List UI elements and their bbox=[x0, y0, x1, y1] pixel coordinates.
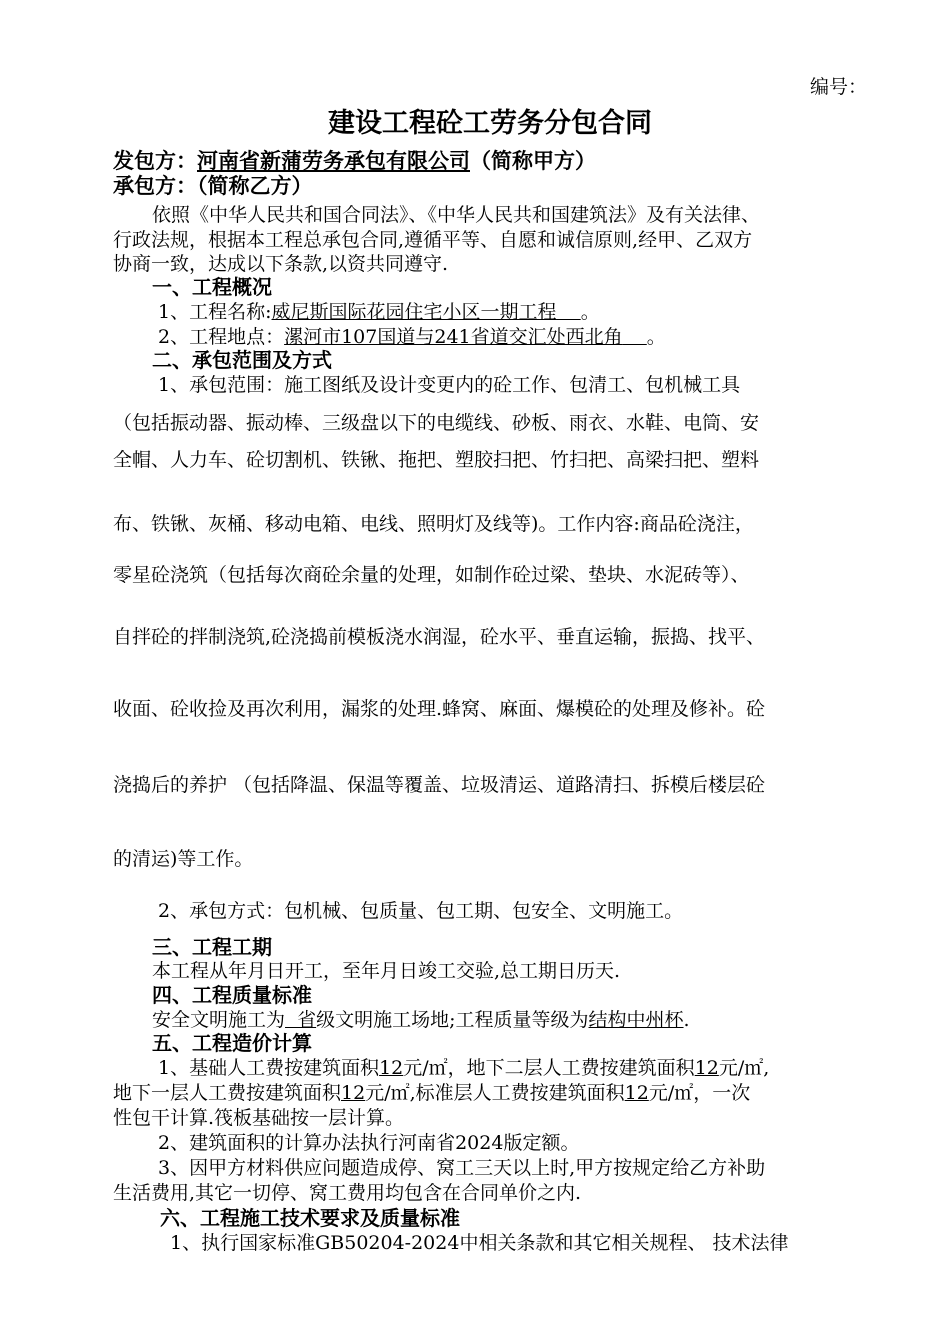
employer-name: 河南省新蒲劳务承包有限公司 bbox=[197, 149, 470, 173]
preamble-line-3: 协商一致，达成以下条款,以资共同遵守. bbox=[113, 253, 449, 275]
document-title: 建设工程砼工劳务分包合同 bbox=[328, 108, 652, 139]
price-line-4: 2、建筑面积的计算办法执行河南省2024版定额。 bbox=[158, 1132, 580, 1154]
project-site-line bbox=[158, 325, 666, 349]
preamble-line-1: 依照《中华人民共和国合同法》、《中华人民共和国建筑法》及有关法律、 bbox=[152, 204, 761, 226]
serial-number-label: 编号： bbox=[810, 76, 868, 98]
schedule-text: 本工程从年月日开工，至年月日竣工交验,总工期日历天. bbox=[152, 960, 621, 982]
quality-text-1: 安全文明施工为 bbox=[152, 1009, 286, 1031]
employer-label: 发包方： bbox=[113, 149, 197, 173]
contractor-label: 承包方： bbox=[113, 174, 197, 198]
section-1-heading: 一、工程概况 bbox=[152, 275, 272, 299]
project-site-label: 2、工程地点： bbox=[158, 326, 285, 348]
price-line-1 bbox=[158, 1056, 769, 1080]
civilized-site-level: 省 bbox=[285, 1009, 317, 1031]
section-4-heading: 四、工程质量标准 bbox=[152, 983, 312, 1007]
price-text: 元/㎡, bbox=[718, 1057, 770, 1079]
price-text: 地下一层人工费按建筑面积 bbox=[113, 1082, 342, 1104]
scope-line-5: 零星砼浇筑（包括每次商砼余量的处理，如制作砼过梁、垫块、水泥砖等）、 bbox=[113, 564, 750, 586]
basement-1-unit-price: 12 bbox=[341, 1082, 366, 1104]
scope-line-3: 全帽、人力车、砼切割机、铁锹、拖把、塑胶扫把、竹扫把、高梁扫把、塑料 bbox=[113, 449, 760, 471]
quality-standard-line bbox=[152, 1008, 690, 1032]
project-name-value: 威尼斯国际花园住宅小区一期工程 bbox=[271, 301, 557, 323]
contractor-line bbox=[113, 172, 313, 200]
quality-text-2: 级文明施工场地;工程质量等级为 bbox=[316, 1009, 589, 1031]
price-line-6: 生活费用,其它一切停、窝工费用均包含在合同单价之内. bbox=[113, 1182, 582, 1204]
price-line-5: 3、因甲方材料供应问题造成停、窝工三天以上时,甲方按规定给乙方补助 bbox=[158, 1157, 766, 1179]
basement-2-unit-price: 12 bbox=[694, 1057, 719, 1079]
scope-line-2: （包括振动器、振动棒、三级盘以下的电缆线、砂板、雨衣、水鞋、电筒、安 bbox=[113, 412, 760, 434]
scope-line-4: 布、铁锹、灰桶、移动电箱、电线、照明灯及线等)。工作内容:商品砼浇注， bbox=[113, 513, 754, 535]
section-2-heading: 二、承包范围及方式 bbox=[152, 348, 332, 372]
employer-suffix: （简称甲方） bbox=[470, 149, 596, 173]
section-6-heading: 六、工程施工技术要求及质量标准 bbox=[160, 1206, 460, 1230]
contract-mode-line: 2、承包方式：包机械、包质量、包工期、包安全、文明施工。 bbox=[158, 900, 684, 922]
employer-line bbox=[113, 147, 596, 175]
foundation-unit-price: 12 bbox=[379, 1057, 404, 1079]
project-name-end: 。 bbox=[580, 301, 600, 323]
section-5-heading: 五、工程造价计算 bbox=[152, 1031, 312, 1055]
price-text: 1、基础人工费按建筑面积 bbox=[158, 1057, 380, 1079]
price-line-2 bbox=[113, 1081, 750, 1105]
project-site-end: 。 bbox=[646, 326, 666, 348]
standard-floor-unit-price: 12 bbox=[624, 1082, 649, 1104]
project-name-label: 1、工程名称: bbox=[158, 301, 272, 323]
project-site-value: 漯河市107国道与241省道交汇处西北角 bbox=[284, 326, 623, 348]
quality-text-3: . bbox=[683, 1009, 690, 1031]
preamble-line-2: 行政法规，根据本工程总承包合同,遵循平等、自愿和诚信原则,经甲、乙双方 bbox=[113, 229, 753, 251]
section-3-heading: 三、工程工期 bbox=[152, 935, 272, 959]
price-text: 元/㎡，一次 bbox=[648, 1082, 751, 1104]
scope-line-9: 的清运)等工作。 bbox=[113, 848, 254, 870]
price-line-3: 性包干计算.筏板基础按一层计算。 bbox=[113, 1107, 405, 1129]
scope-line-7: 收面、砼收捡及再次利用，漏浆的处理.蜂窝、麻面、爆模砼的处理及修补。砼 bbox=[113, 698, 766, 720]
scope-line-1: 1、承包范围：施工图纸及设计变更内的砼工作、包清工、包机械工具 bbox=[158, 374, 741, 396]
price-text: 元/㎡，地下二层人工费按建筑面积 bbox=[403, 1057, 695, 1079]
scope-line-6: 自拌砼的拌制浇筑,砼浇捣前模板浇水润湿，砼水平、垂直运输，振捣、找平、 bbox=[113, 626, 766, 648]
price-text: 元/㎡,标准层人工费按建筑面积 bbox=[365, 1082, 625, 1104]
project-name-line bbox=[158, 300, 600, 324]
technical-line-1: 1、执行国家标准GB50204-2024中相关条款和其它相关规程、 技术法律 bbox=[170, 1232, 789, 1254]
contractor-suffix: （简称乙方） bbox=[197, 174, 313, 198]
quality-grade: 结构中州杯 bbox=[588, 1009, 684, 1031]
scope-line-8: 浇捣后的养护 （包括降温、保温等覆盖、垃圾清运、道路清扫、拆模后楼层砼 bbox=[113, 774, 766, 796]
